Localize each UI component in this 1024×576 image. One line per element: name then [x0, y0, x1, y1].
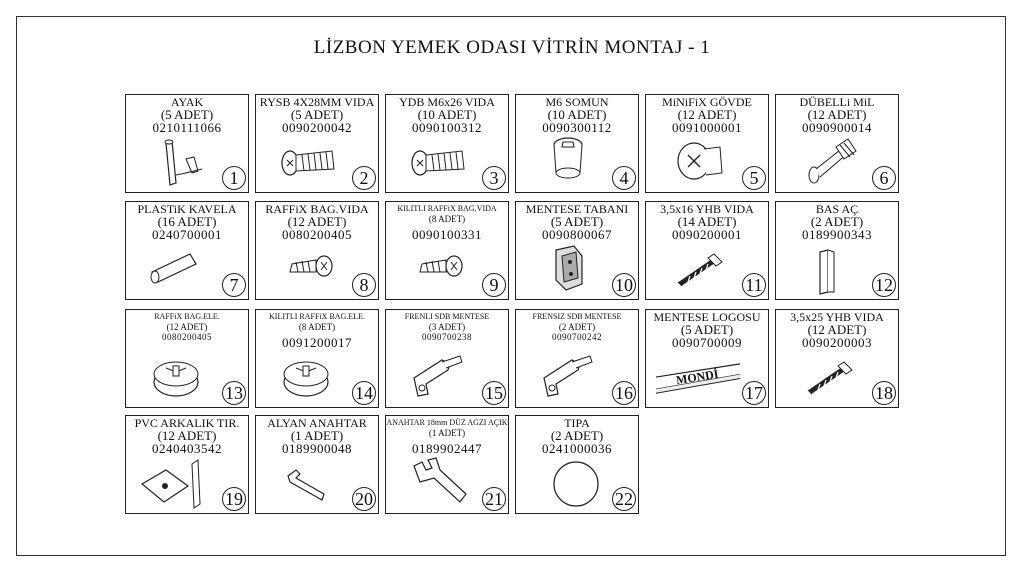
- part-code: 0090800067: [542, 227, 612, 242]
- part-quantity: (1 ADET): [290, 428, 344, 443]
- part-name: ANAHTAR 18mm DÜZ AGZI AÇIK: [386, 418, 508, 427]
- part-quantity: (5 ADET): [290, 107, 344, 122]
- part-code: 0090300112: [542, 120, 612, 135]
- part-number-badge: 17: [742, 381, 766, 405]
- part-number-badge: 12: [872, 273, 896, 297]
- part-quantity: (2 ADET): [550, 428, 604, 443]
- part-code: 0189900048: [282, 441, 352, 456]
- part-cell-14: [255, 309, 379, 408]
- part-number-badge: 2: [352, 166, 376, 190]
- part-cell-18: [775, 309, 899, 408]
- part-name: DÜBELLi MiL: [799, 95, 875, 109]
- part-code: 0240700001: [152, 227, 222, 242]
- part-code: 0090700242: [552, 332, 602, 342]
- part-cell-15: [385, 309, 509, 408]
- part-code: 0090900014: [802, 120, 872, 135]
- part-cell-22: [515, 415, 639, 514]
- part-code: 0090200001: [672, 227, 742, 242]
- part-cell-1: [125, 94, 249, 193]
- part-name: YDB M6x26 VIDA: [399, 95, 495, 109]
- part-number-badge: 8: [352, 273, 376, 297]
- part-name: FRENLI SDB MENTESE: [404, 312, 490, 321]
- part-name: PLASTiK KAVELA: [137, 202, 237, 216]
- part-number-badge: 14: [352, 381, 376, 405]
- page-title: LİZBON YEMEK ODASI VİTRİN MONTAJ - 1: [313, 37, 711, 58]
- part-code: 0090700238: [422, 332, 472, 342]
- part-number-badge: 9: [482, 273, 506, 297]
- part-cell-9: [385, 201, 509, 300]
- part-quantity: (8 ADET): [298, 322, 336, 332]
- part-cell-5: [645, 94, 769, 193]
- part-code: 0189902447: [412, 441, 482, 456]
- part-quantity: (1 ADET): [428, 428, 466, 438]
- part-cell-7: [125, 201, 249, 300]
- part-quantity: (10 ADET): [547, 107, 607, 122]
- part-number-badge: 13: [222, 381, 246, 405]
- part-quantity: (12 ADET): [287, 214, 347, 229]
- part-quantity: (10 ADET): [417, 107, 477, 122]
- part-quantity: (5 ADET): [550, 214, 604, 229]
- part-cell-17: [645, 309, 769, 408]
- part-name: MENTESE TABANI: [525, 202, 629, 216]
- part-name: BAS AÇ: [815, 202, 859, 216]
- part-cell-19: [125, 415, 249, 514]
- part-number-badge: 5: [742, 166, 766, 190]
- part-number-badge: 20: [352, 487, 376, 511]
- part-name: 3,5x16 YHB VIDA: [660, 202, 754, 216]
- part-quantity: (12 ADET): [807, 107, 867, 122]
- part-number-badge: 15: [482, 381, 506, 405]
- part-number-badge: 10: [612, 273, 636, 297]
- part-cell-8: [255, 201, 379, 300]
- part-number-badge: 1: [222, 166, 246, 190]
- part-name: M6 SOMUN: [545, 95, 609, 109]
- part-cell-4: [515, 94, 639, 193]
- part-quantity: (2 ADET): [558, 322, 596, 332]
- part-code: 0240403542: [152, 441, 222, 456]
- part-cell-11: [645, 201, 769, 300]
- part-number-badge: 11: [742, 273, 766, 297]
- part-code: 0091200017: [282, 335, 352, 350]
- part-code: 0090100331: [412, 227, 482, 242]
- part-name: FRENSIZ SDB MENTESE: [532, 312, 622, 321]
- part-cell-6: [775, 94, 899, 193]
- part-code: 0241000036: [542, 441, 612, 456]
- part-number-badge: 18: [872, 381, 896, 405]
- part-quantity: (16 ADET): [157, 214, 217, 229]
- part-cell-10: [515, 201, 639, 300]
- part-code: 0189900343: [802, 227, 872, 242]
- part-number-badge: 7: [222, 273, 246, 297]
- part-name: PVC ARKALIK TIR.: [134, 416, 240, 430]
- part-quantity: (5 ADET): [680, 322, 734, 337]
- part-quantity: (14 ADET): [677, 214, 737, 229]
- part-code: 0090200042: [282, 120, 352, 135]
- part-quantity: (8 ADET): [428, 214, 466, 224]
- part-code: 0091000001: [672, 120, 742, 135]
- part-number-badge: 6: [872, 166, 896, 190]
- part-number-badge: 22: [612, 487, 636, 511]
- part-code: 0090100312: [412, 120, 482, 135]
- part-quantity: (2 ADET): [810, 214, 864, 229]
- part-cell-12: [775, 201, 899, 300]
- part-name: MENTESE LOGOSU: [653, 310, 761, 324]
- part-name: RAFFiX BAG.VIDA: [265, 202, 369, 216]
- part-name: KILITLI RAFFiX BAG.ELE.: [269, 312, 365, 321]
- logo-plate-label: MONDİ: [675, 366, 720, 388]
- part-cell-13: [125, 309, 249, 408]
- part-name: TIPA: [564, 416, 590, 430]
- part-cell-21: [385, 415, 509, 514]
- part-code: 0210111066: [152, 120, 222, 135]
- part-name: RAFFiX BAG.ELE.: [154, 312, 220, 321]
- part-quantity: (12 ADET): [807, 322, 867, 337]
- part-quantity: (5 ADET): [160, 107, 214, 122]
- part-name: AYAK: [170, 95, 204, 109]
- part-quantity: (12 ADET): [166, 322, 208, 332]
- part-cell-2: [255, 94, 379, 193]
- part-number-badge: 16: [612, 381, 636, 405]
- part-code: 0090200003: [802, 335, 872, 350]
- part-number-badge: 21: [482, 487, 506, 511]
- part-code: 0090700009: [672, 335, 742, 350]
- part-code: 0080200405: [162, 332, 212, 342]
- part-cell-3: [385, 94, 509, 193]
- part-name: ALYAN ANAHTAR: [267, 416, 367, 430]
- part-cell-16: [515, 309, 639, 408]
- part-quantity: (3 ADET): [428, 322, 466, 332]
- part-quantity: (12 ADET): [157, 428, 217, 443]
- part-number-badge: 19: [222, 487, 246, 511]
- part-cell-20: [255, 415, 379, 514]
- part-name: 3,5x25 YHB VIDA: [790, 310, 884, 324]
- part-name: KILITLI RAFFiX BAG.VIDA: [397, 204, 497, 213]
- part-name: MiNiFiX GÖVDE: [662, 95, 752, 109]
- part-code: 0080200405: [282, 227, 352, 242]
- part-name: RYSB 4X28MM VIDA: [259, 95, 375, 109]
- part-number-badge: 4: [612, 166, 636, 190]
- part-number-badge: 3: [482, 166, 506, 190]
- part-quantity: (12 ADET): [677, 107, 737, 122]
